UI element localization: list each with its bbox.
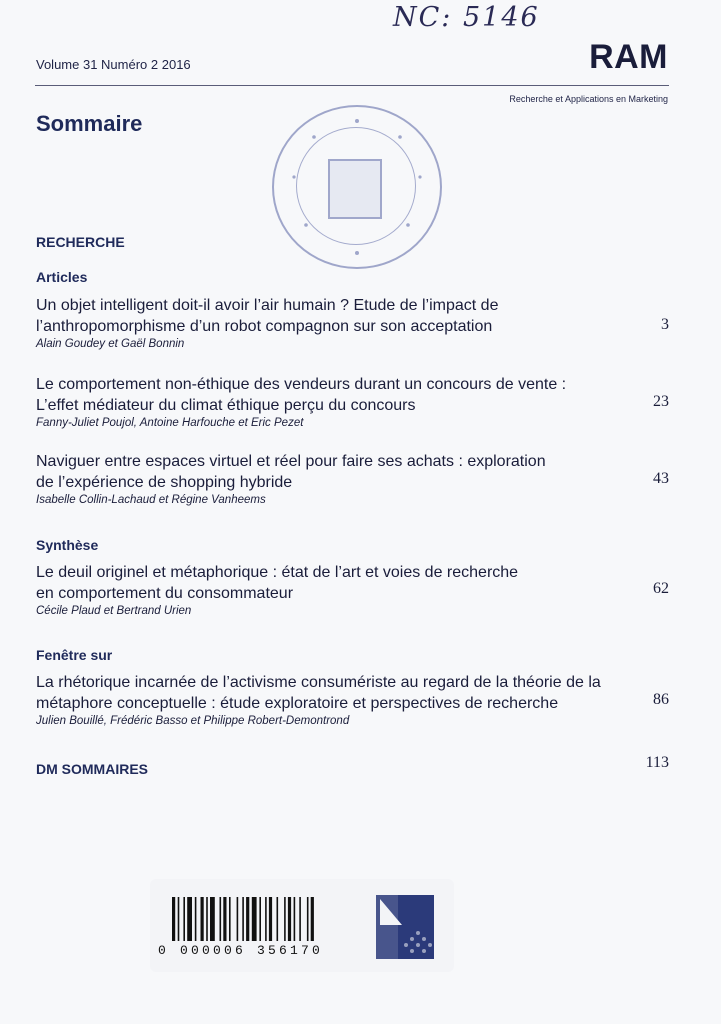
entry-title-line: La rhétorique incarnée de l’activisme consumériste au regard de la théorie de la xyxy=(36,674,601,691)
header-divider xyxy=(35,85,669,86)
toc-entry xyxy=(36,374,636,429)
entry-authors: Fanny-Juliet Poujol, Antoine Harfouche et Eric Pezet xyxy=(36,417,304,429)
entry-title-line: en comportement du consommateur xyxy=(36,585,294,602)
entry-authors: Isabelle Collin-Lachaud et Régine Vanheems xyxy=(36,494,266,506)
entry-title-line: L’effet médiateur du climat éthique perçu du concours xyxy=(36,397,416,414)
entry-page-number: 3 xyxy=(661,316,669,333)
toc-entry xyxy=(36,672,636,727)
library-stamp xyxy=(272,105,442,269)
entry-page-number: 86 xyxy=(653,691,669,708)
entry-title-line: Le comportement non-éthique des vendeurs durant un concours de vente : xyxy=(36,376,567,393)
entry-title-line: de l’expérience de shopping hybride xyxy=(36,474,293,491)
entry-title-line: Le deuil originel et métaphorique : état de l’art et voies de recherche xyxy=(36,564,519,581)
entry-title-line: Un objet intelligent doit-il avoir l’air humain ? Etude de l’impact de xyxy=(36,297,499,314)
entry-page-number: 23 xyxy=(653,393,669,410)
toc-entry xyxy=(36,562,636,617)
barcode-digits: 0 000006 356170 xyxy=(158,943,324,958)
publisher-logo-icon xyxy=(376,895,434,959)
page-title: Sommaire xyxy=(36,111,143,136)
entry-title-line: métaphore conceptuelle : étude exploratoire et perspectives de recherche xyxy=(36,695,559,712)
subhead-synthese: Synthèse xyxy=(36,537,99,553)
entry-authors: Julien Bouillé, Frédéric Basso et Philippe Robert-Demontrond xyxy=(36,715,350,727)
toc-entry xyxy=(36,295,636,350)
barcode-bars xyxy=(172,897,372,941)
section-dm-sommaires: DM SOMMAIRES xyxy=(36,761,148,777)
subhead-fenetre: Fenêtre sur xyxy=(36,647,113,663)
entry-authors: Cécile Plaud et Bertrand Urien xyxy=(36,605,192,617)
journal-logo: RAM xyxy=(589,38,668,76)
issue-info: Volume 31 Numéro 2 2016 xyxy=(36,57,191,72)
barcode-label xyxy=(150,879,454,972)
toc-entry xyxy=(36,451,636,506)
subhead-articles: Articles xyxy=(36,269,88,285)
entry-page-number: 62 xyxy=(653,580,669,597)
stamp-seal-square xyxy=(328,159,382,219)
handwritten-code: NC: 5146 xyxy=(393,2,540,33)
entry-title-line: Naviguer entre espaces virtuel et réel pour faire ses achats : exploration xyxy=(36,453,546,470)
journal-subtitle: Recherche et Applications en Marketing xyxy=(509,94,668,104)
entry-title-line: l’anthropomorphisme d’un robot compagnon sur son acceptation xyxy=(36,318,493,335)
dm-page-number: 113 xyxy=(645,754,669,771)
section-recherche: RECHERCHE xyxy=(36,234,125,250)
entry-page-number: 43 xyxy=(653,470,669,487)
entry-authors: Alain Goudey et Gaël Bonnin xyxy=(36,338,185,350)
